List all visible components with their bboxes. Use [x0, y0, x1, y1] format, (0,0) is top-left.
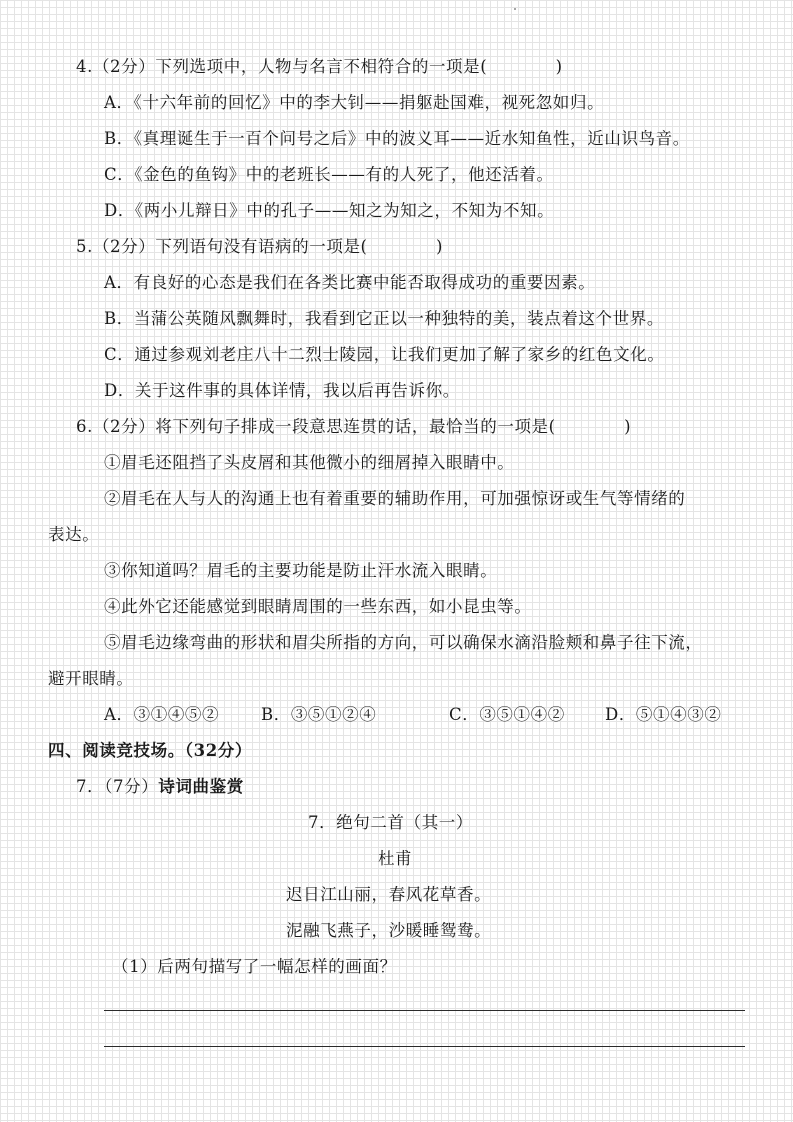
- q7-sub-question-1: （1）后两句描写了一幅怎样的画面？: [112, 957, 397, 976]
- q4-option-c: C．《金色的鱼钩》中的老班长——有的人死了，他还活着。: [104, 165, 554, 184]
- poem-verse-2: 泥融飞燕子，沙暖睡鸳鸯。: [286, 921, 492, 940]
- poem-title: 7．绝句二首（其一）: [308, 813, 473, 832]
- q4-option-a: A．《十六年前的回忆》中的李大钊——捐躯赴国难，视死忽如归。: [104, 93, 605, 112]
- q7-stem: [76, 777, 244, 797]
- q6-stem: 6.（2分）将下列句子排成一段意思连贯的话，最恰当的一项是( ): [76, 417, 632, 436]
- q4-option-b: B．《真理诞生于一百个问号之后》中的波义耳——近水知鱼性，近山识鸟音。: [104, 129, 690, 148]
- q7-stem-title: 诗词曲鉴赏: [158, 777, 244, 796]
- page-marker-dot: [514, 8, 516, 10]
- q6-sentence-5: ⑤眉毛边缘弯曲的形状和眉尖所指的方向，可以确保水滴沿脸颊和鼻子往下流，: [104, 633, 703, 652]
- q6-option-c: C．③⑤①④②: [449, 705, 565, 724]
- q5-option-b: B．当蒲公英随风飘舞时，我看到它正以一种独特的美，装点着这个世界。: [104, 309, 664, 328]
- q5-option-d: D．关于这件事的具体详情，我以后再告诉你。: [104, 381, 460, 400]
- q6-sentence-1: ①眉毛还阻挡了头皮屑和其他微小的细屑掉入眼睛中。: [104, 453, 515, 472]
- q5-option-c: C．通过参观刘老庄八十二烈士陵园，让我们更加了解了家乡的红色文化。: [104, 345, 665, 364]
- q6-sentence-2-cont: 表达。: [48, 525, 100, 544]
- q6-sentence-5-cont: 避开眼睛。: [48, 669, 134, 688]
- q6-sentence-2: ②眉毛在人与人的沟通上也有着重要的辅助作用，可加强惊讶或生气等情绪的: [104, 489, 686, 508]
- q6-option-d: D．⑤①④③②: [605, 705, 722, 724]
- q6-option-a: A．③①④⑤②: [104, 705, 220, 724]
- q5-option-a: A．有良好的心态是我们在各类比赛中能否取得成功的重要因素。: [104, 273, 596, 292]
- q4-stem: 4.（2分）下列选项中，人物与名言不相符合的一项是( ): [76, 57, 563, 76]
- answer-line-1[interactable]: [104, 1010, 745, 1011]
- answer-line-2[interactable]: [104, 1046, 745, 1047]
- q6-option-b: B．③⑤①②④: [261, 705, 377, 724]
- poem-author: 杜甫: [378, 849, 413, 868]
- q6-sentence-4: ④此外它还能感觉到眼睛周围的一些东西，如小昆虫等。: [104, 597, 532, 616]
- q6-sentence-3: ③你知道吗？眉毛的主要功能是防止汗水流入眼睛。: [104, 561, 498, 580]
- poem-verse-1: 迟日江山丽，春风花草香。: [286, 885, 492, 904]
- q7-stem-prefix: 7．（7分）: [76, 777, 159, 796]
- section-heading: 四、阅读竞技场。（32分）: [48, 741, 253, 760]
- q5-stem: 5.（2分）下列语句没有语病的一项是( ): [76, 237, 444, 256]
- q4-option-d: D．《两小儿辩日》中的孔子——知之为知之，不知为不知。: [104, 201, 555, 220]
